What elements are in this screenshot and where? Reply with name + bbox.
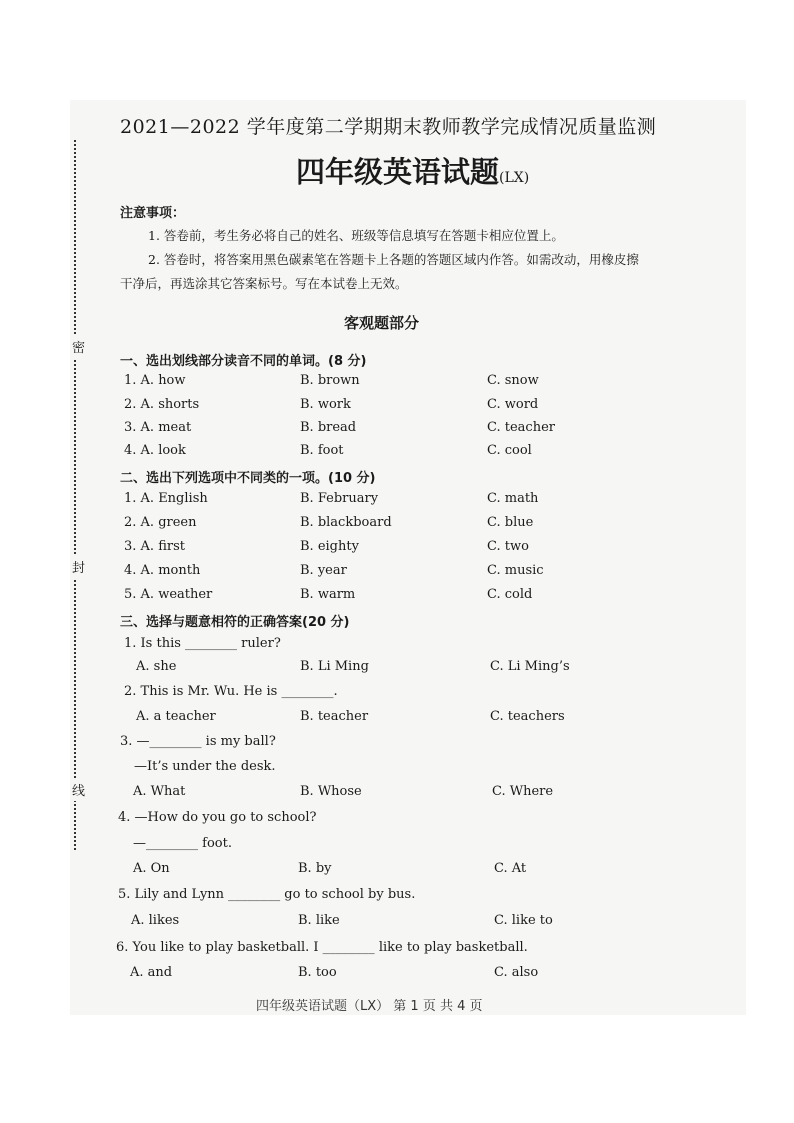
section1-row	[0, 443, 794, 463]
option-a: A. a teacher	[136, 709, 216, 724]
option-c: C. snow	[487, 373, 539, 388]
question-1-options	[0, 659, 794, 679]
option-b: B. like	[298, 913, 340, 928]
option-b: B. warm	[300, 587, 356, 602]
option-a: 1. A. English	[124, 491, 208, 506]
option-b: B. blackboard	[300, 515, 392, 530]
option-c: C. music	[487, 563, 544, 578]
option-b: B. February	[300, 491, 379, 506]
option-a: A. and	[130, 965, 173, 980]
notes-heading: 注意事项：	[120, 206, 186, 221]
main-title	[296, 150, 529, 191]
question-4-answer: —________ foot.	[133, 836, 232, 851]
option-c: C. like to	[494, 913, 553, 928]
page-footer: 四年级英语试题（LX） 第 1 页 共 4 页	[256, 999, 483, 1014]
question-3-answer: —It’s under the desk.	[134, 759, 276, 774]
section1-row	[0, 420, 794, 440]
section1-row	[0, 373, 794, 393]
section2-row	[0, 539, 794, 559]
exam-title: 2021—2022 学年度第二学期期末教师教学完成情况质量监测	[120, 116, 657, 138]
option-b: B. work	[300, 397, 351, 412]
section2-row	[0, 587, 794, 607]
option-c: C. Where	[492, 784, 554, 799]
option-c: C. teachers	[490, 709, 565, 724]
option-b: B. Whose	[300, 784, 362, 799]
option-a: 2. A. green	[124, 515, 197, 530]
option-a: A. What	[133, 784, 186, 799]
option-a: 1. A. how	[124, 373, 186, 388]
option-c: C. teacher	[487, 420, 555, 435]
option-b: B. brown	[300, 373, 360, 388]
option-a: A. On	[133, 861, 170, 876]
option-b: B. eighty	[300, 539, 359, 554]
section2-row	[0, 515, 794, 535]
option-c: C. also	[494, 965, 539, 980]
note-item-3: 干净后，再选涂其它答案标号。写在本试卷上无效。	[120, 276, 408, 291]
option-a: A. she	[136, 659, 177, 674]
option-b: B. teacher	[300, 709, 369, 724]
question-5-stem: 5. Lily and Lynn ________ go to school by bus.	[118, 887, 416, 902]
question-5-options	[0, 913, 794, 933]
option-a: 5. A. weather	[124, 587, 213, 602]
option-c: C. Li Ming’s	[490, 659, 570, 674]
option-c: C. cool	[487, 443, 532, 458]
option-a: A. likes	[131, 913, 180, 928]
option-c: C. math	[487, 491, 539, 506]
option-a: 4. A. look	[124, 443, 186, 458]
question-2-options	[0, 709, 794, 729]
option-b: B. by	[298, 861, 332, 876]
binding-char-feng: 封	[72, 555, 85, 578]
note-item-1: 1. 答卷前，考生务必将自己的姓名、班级等信息填写在答题卡相应位置上。	[148, 228, 564, 243]
question-6-options	[0, 965, 794, 985]
note-item-2: 2. 答卷时，将答案用黑色碳素笔在答题卡上各题的答题区域内作答。如需改动，用橡皮擦	[148, 252, 639, 267]
section2-row	[0, 563, 794, 583]
question-4-stem: 4. —How do you go to school?	[118, 810, 317, 825]
main-title-text: 四年级英语试题	[296, 155, 500, 189]
option-c: C. two	[487, 539, 529, 554]
question-4-options	[0, 861, 794, 881]
option-a: 2. A. shorts	[124, 397, 200, 412]
option-b: B. Li Ming	[300, 659, 369, 674]
option-b: B. bread	[300, 420, 357, 435]
option-b: B. foot	[300, 443, 344, 458]
option-c: C. blue	[487, 515, 534, 530]
option-a: 3. A. meat	[124, 420, 192, 435]
binding-char-xian: 线	[72, 778, 85, 801]
option-c: C. At	[494, 861, 527, 876]
question-2-stem: 2. This is Mr. Wu. He is ________.	[124, 684, 338, 699]
question-3-options	[0, 784, 794, 804]
question-1-stem: 1. Is this ________ ruler?	[124, 636, 281, 651]
option-a: 3. A. first	[124, 539, 185, 554]
question-3-stem: 3. —________ is my ball?	[120, 734, 276, 749]
question-6-stem: 6. You like to play basketball. I ________ like to play basketball.	[116, 940, 528, 955]
binding-char-mi: 密	[72, 335, 85, 358]
part-title: 客观题部分	[344, 314, 420, 332]
option-c: C. word	[487, 397, 539, 412]
section1-heading: 一、选出划线部分读音不同的单词。(8 分)	[120, 354, 367, 369]
section3-heading: 三、选择与题意相符的正确答案(20 分)	[120, 615, 350, 630]
option-a: 4. A. month	[124, 563, 201, 578]
section2-heading: 二、选出下列选项中不同类的一项。(10 分)	[120, 471, 376, 486]
section2-row	[0, 491, 794, 511]
main-title-suffix: (LX)	[499, 170, 530, 186]
option-b: B. year	[300, 563, 347, 578]
option-b: B. too	[298, 965, 337, 980]
option-c: C. cold	[487, 587, 533, 602]
section1-row	[0, 397, 794, 417]
